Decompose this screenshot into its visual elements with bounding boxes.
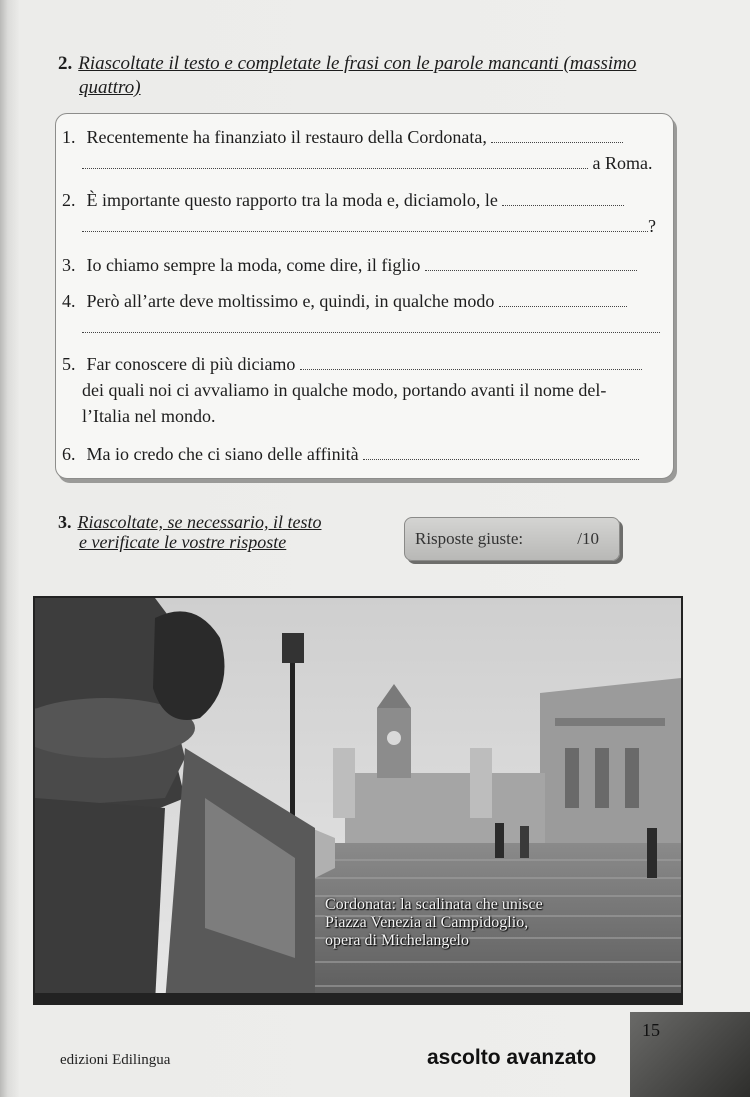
- caption-line-2: Piazza Venezia al Campidoglio,: [325, 914, 529, 931]
- sentence-3-number: 3.: [62, 255, 76, 275]
- sentence-4-line2: [82, 314, 660, 340]
- sentence-1: [62, 124, 662, 150]
- series-title: ascolto avanzato: [427, 1046, 597, 1069]
- sentence-5-text: Far conoscere di più diciamo: [86, 354, 296, 374]
- sentence-6-number: 6.: [62, 444, 76, 464]
- sentence-5-number: 5.: [62, 354, 76, 374]
- sentence-5-line3: l’Italia nel mondo.: [82, 406, 216, 426]
- score-max: /10: [577, 529, 599, 548]
- blank-1a[interactable]: [491, 128, 623, 143]
- sentence-1-end: a Roma.: [592, 153, 653, 173]
- exercise-2-instruction-line1: Riascoltate il testo e completate le frasi con le parole mancanti (massimo: [78, 53, 637, 74]
- blank-5[interactable]: [300, 355, 642, 370]
- exercise-2-instruction-line2: quattro): [79, 77, 141, 98]
- sentence-2-number: 2.: [62, 190, 76, 210]
- sentence-6: [62, 441, 662, 467]
- exercise-3-instruction: [58, 512, 378, 552]
- sentence-5-line2: dei quali noi ci avvaliamo in qualche modo, portando avanti il nome del-: [82, 380, 607, 400]
- exercise-2-number: 2.: [58, 53, 73, 74]
- photo-caption: [325, 896, 645, 950]
- sentence-2-text: È importante questo rapporto tra la moda e, diciamolo, le: [86, 190, 498, 210]
- sentence-1-line2: [82, 150, 662, 176]
- blank-3[interactable]: [425, 256, 637, 271]
- sentence-1-text: Recentemente ha finanziato il restauro della Cordonata,: [86, 127, 487, 147]
- sentence-2-line2: [82, 213, 662, 239]
- exercise-2-instruction: [58, 52, 678, 100]
- score-label: Risposte giuste:: [415, 529, 524, 548]
- sentence-1-number: 1.: [62, 127, 76, 147]
- sentence-4-text: Però all’arte deve moltissimo e, quindi, in qualche modo: [86, 291, 495, 311]
- sentence-6-text: Ma io credo che ci siano delle affinità: [86, 444, 359, 464]
- blank-1b[interactable]: [82, 154, 588, 169]
- sentence-3: [62, 252, 662, 278]
- blank-6[interactable]: [363, 445, 639, 460]
- sentence-5: [62, 351, 662, 377]
- sentence-4-number: 4.: [62, 291, 76, 311]
- blank-2a[interactable]: [502, 191, 624, 206]
- caption-line-1: Cordonata: la scalinata che unisce: [325, 896, 543, 913]
- publisher-name: edizioni Edilingua: [60, 1052, 171, 1068]
- exercise-3-instruction-line1: Riascoltate, se necessario, il testo: [77, 512, 322, 532]
- cordonata-photo: [33, 596, 683, 1005]
- blank-2b[interactable]: [82, 217, 648, 232]
- sentence-2: [62, 187, 662, 213]
- caption-line-3: opera di Michelangelo: [325, 932, 469, 949]
- score-box[interactable]: [404, 517, 620, 561]
- page-number: 15: [642, 1020, 660, 1040]
- exercise-3-number: 3.: [58, 512, 72, 532]
- sentence-2-end: ?: [648, 216, 656, 236]
- blank-4b[interactable]: [82, 318, 660, 333]
- exercise-3-instruction-line2: e verificate le vostre risposte: [79, 532, 287, 552]
- sentence-3-text: Io chiamo sempre la moda, come dire, il figlio: [86, 255, 421, 275]
- blank-4a[interactable]: [499, 292, 627, 307]
- sentence-4: [62, 288, 662, 314]
